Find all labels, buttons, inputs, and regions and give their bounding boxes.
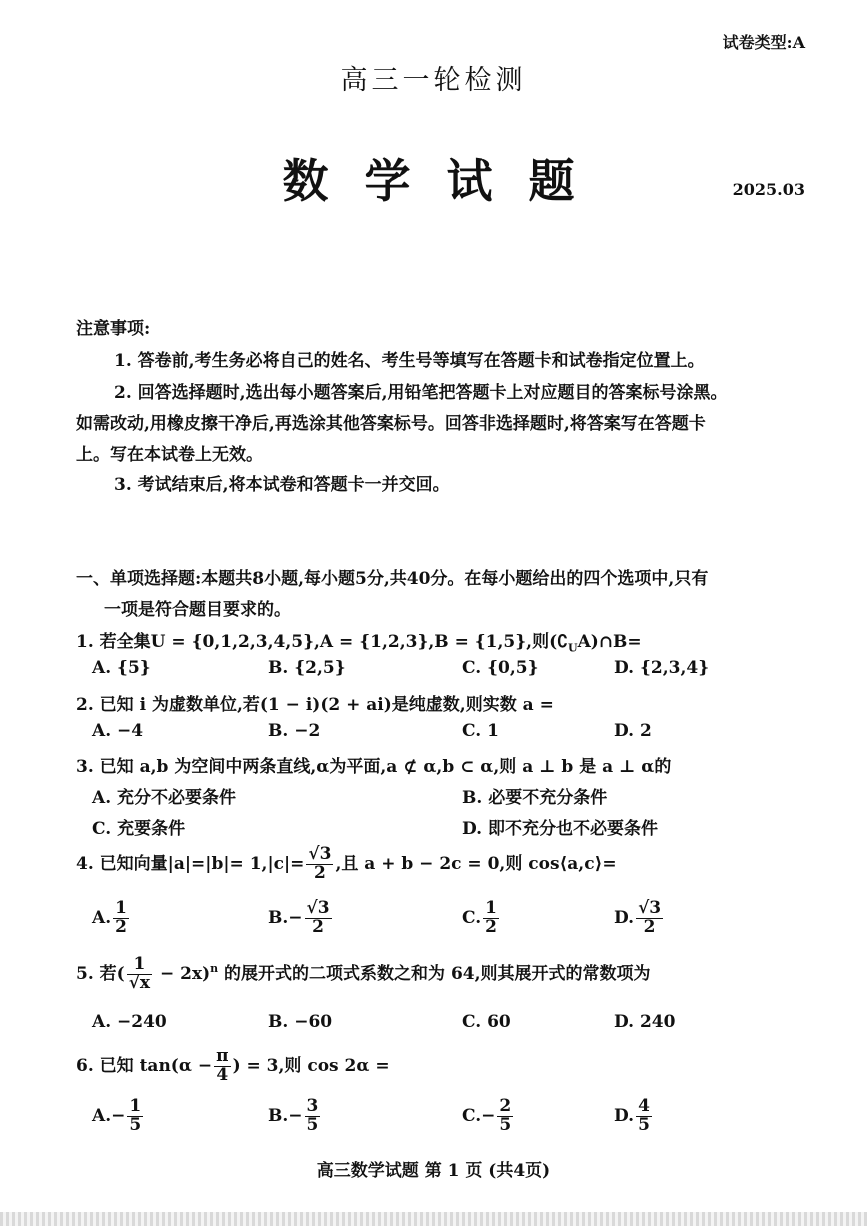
option-denominator: 5 — [499, 1114, 512, 1135]
q3-option-b: B. 必要不充分条件 — [462, 788, 608, 808]
q2-option-d: D. 2 — [614, 721, 652, 741]
q2-option-c: C. 1 — [462, 721, 499, 741]
scan-edge — [0, 1212, 867, 1226]
option-denominator: 2 — [312, 916, 324, 937]
q6-option-a — [92, 1098, 145, 1135]
q2-option-b: B. −2 — [268, 721, 321, 741]
option-sign: − — [288, 907, 303, 928]
option-numerator: 1 — [129, 1096, 142, 1116]
option-label: A. — [92, 1105, 112, 1126]
section-heading: 一、单项选择题:本题共8小题,每小题5分,共40分。在每小题给出的四个选项中,只有 — [76, 569, 709, 589]
option-numerator: 2 — [499, 1096, 512, 1116]
q3-option-c: C. 充要条件 — [92, 819, 186, 839]
option-sign: − — [288, 1105, 303, 1126]
fraction-numerator: √3 — [308, 844, 332, 864]
question-6 — [76, 1048, 390, 1085]
q4-option-a — [92, 900, 131, 937]
option-numerator: √3 — [638, 898, 662, 918]
question-5-stem-b: − 2x) — [154, 963, 211, 984]
exam-name: 高三一轮检测 — [340, 65, 527, 96]
notice-title: 注意事项: — [76, 319, 151, 339]
question-1-stem: 1. 若全集U = {0,1,2,3,4,5},A = {1,2,3},B = {1,5},则(∁ — [76, 632, 568, 652]
question-1-stem-end: A)∩B= — [577, 632, 642, 652]
option-denominator: 2 — [115, 916, 127, 937]
question-4-stem-a: 4. 已知向量|a|=|b|= 1,|c|= — [76, 853, 305, 874]
option-denominator: 2 — [643, 916, 656, 937]
option-numerator: √3 — [306, 898, 330, 918]
q5-option-a: A. −240 — [92, 1012, 167, 1032]
page-footer: 高三数学试题 第 1 页 (共4页) — [316, 1161, 551, 1181]
option-numerator: 1 — [115, 898, 127, 918]
question-6-fraction — [214, 1048, 230, 1085]
q1-option-a: A. {5} — [92, 658, 151, 678]
fraction-numerator: π — [216, 1046, 229, 1066]
notice-item-1: 1. 答卷前,考生务必将自己的姓名、考生号等填写在答题卡和试卷指定位置上。 — [114, 351, 705, 371]
question-2: 2. 已知 i 为虚数单位,若(1 − i)(2 + ai)是纯虚数,则实数 a = — [76, 695, 554, 715]
notice-item-2-end: 上。写在本试卷上无效。 — [76, 445, 263, 465]
option-label: D. — [614, 907, 635, 928]
question-5-exponent: n — [210, 962, 219, 976]
paper-type: 试卷类型:A — [722, 33, 805, 52]
option-numerator: 4 — [638, 1096, 650, 1116]
option-denominator: 5 — [306, 1114, 319, 1135]
notice-item-2: 2. 回答选择题时,选出每小题答案后,用铅笔把答题卡上对应题目的答案标号涂黑。 — [114, 383, 728, 403]
option-numerator: 1 — [485, 898, 497, 918]
option-denominator: 2 — [485, 916, 497, 937]
q3-option-d: D. 即不充分也不必要条件 — [462, 819, 658, 839]
question-5-stem-a: 5. 若( — [76, 963, 125, 984]
option-label: C. — [462, 1105, 482, 1126]
q6-option-b — [268, 1098, 322, 1135]
q3-option-a: A. 充分不必要条件 — [92, 788, 237, 808]
fraction-denominator: 4 — [216, 1064, 229, 1085]
q4-option-c — [462, 900, 501, 937]
option-denominator: 5 — [129, 1114, 142, 1135]
option-label: D. — [614, 1105, 635, 1126]
q1-option-d: D. {2,3,4} — [614, 658, 710, 678]
notice-item-3: 3. 考试结束后,将本试卷和答题卡一并交回。 — [114, 475, 450, 495]
fraction-denominator: 2 — [314, 862, 326, 883]
question-6-stem-a: 6. 已知 tan(α − — [76, 1055, 213, 1076]
option-numerator: 3 — [306, 1096, 319, 1116]
question-1 — [76, 627, 642, 654]
q6-option-c — [462, 1098, 515, 1135]
question-5 — [76, 956, 651, 993]
fraction-numerator: 1 — [127, 956, 152, 975]
question-4 — [76, 846, 617, 883]
q1-option-c: C. {0,5} — [462, 658, 539, 678]
option-label: B. — [268, 1105, 289, 1126]
option-sign: − — [481, 1105, 496, 1126]
page-title: 数 学 试 题 — [282, 154, 585, 208]
question-5-stem-c: 的展开式的二项式系数之和为 64,则其展开式的常数项为 — [218, 963, 651, 984]
option-label: B. — [268, 907, 289, 928]
q4-option-d — [614, 900, 665, 937]
question-4-fraction — [306, 846, 333, 883]
notice-item-2-cont: 如需改动,用橡皮擦干净后,再选涂其他答案标号。回答非选择题时,将答案写在答题卡 — [76, 414, 706, 434]
q4-option-b — [268, 900, 334, 937]
question-4-stem-b: ,且 a + b − 2c = 0,则 cos⟨a,c⟩= — [335, 853, 617, 874]
option-sign: − — [111, 1105, 126, 1126]
question-6-stem-b: ) = 3,则 cos 2α = — [232, 1055, 390, 1076]
question-3: 3. 已知 a,b 为空间中两条直线,α为平面,a ⊄ α,b ⊂ α,则 a ⊥ b 是 a ⊥ α的 — [76, 757, 672, 777]
q5-option-b: B. −60 — [268, 1012, 333, 1032]
q6-option-d — [614, 1098, 654, 1135]
q5-option-d: D. 240 — [614, 1012, 676, 1032]
q1-option-b: B. {2,5} — [268, 658, 346, 678]
q2-option-a: A. −4 — [92, 721, 144, 741]
option-label: A. — [92, 907, 112, 928]
section-heading-cont: 一项是符合题目要求的。 — [104, 600, 291, 620]
q5-option-c: C. 60 — [462, 1012, 511, 1032]
exam-date: 2025.03 — [732, 180, 805, 199]
option-denominator: 5 — [638, 1114, 650, 1135]
fraction-denominator: √x — [128, 972, 151, 993]
question-5-fraction — [127, 956, 152, 993]
option-label: C. — [462, 907, 482, 928]
question-1-sub: U — [567, 641, 578, 655]
